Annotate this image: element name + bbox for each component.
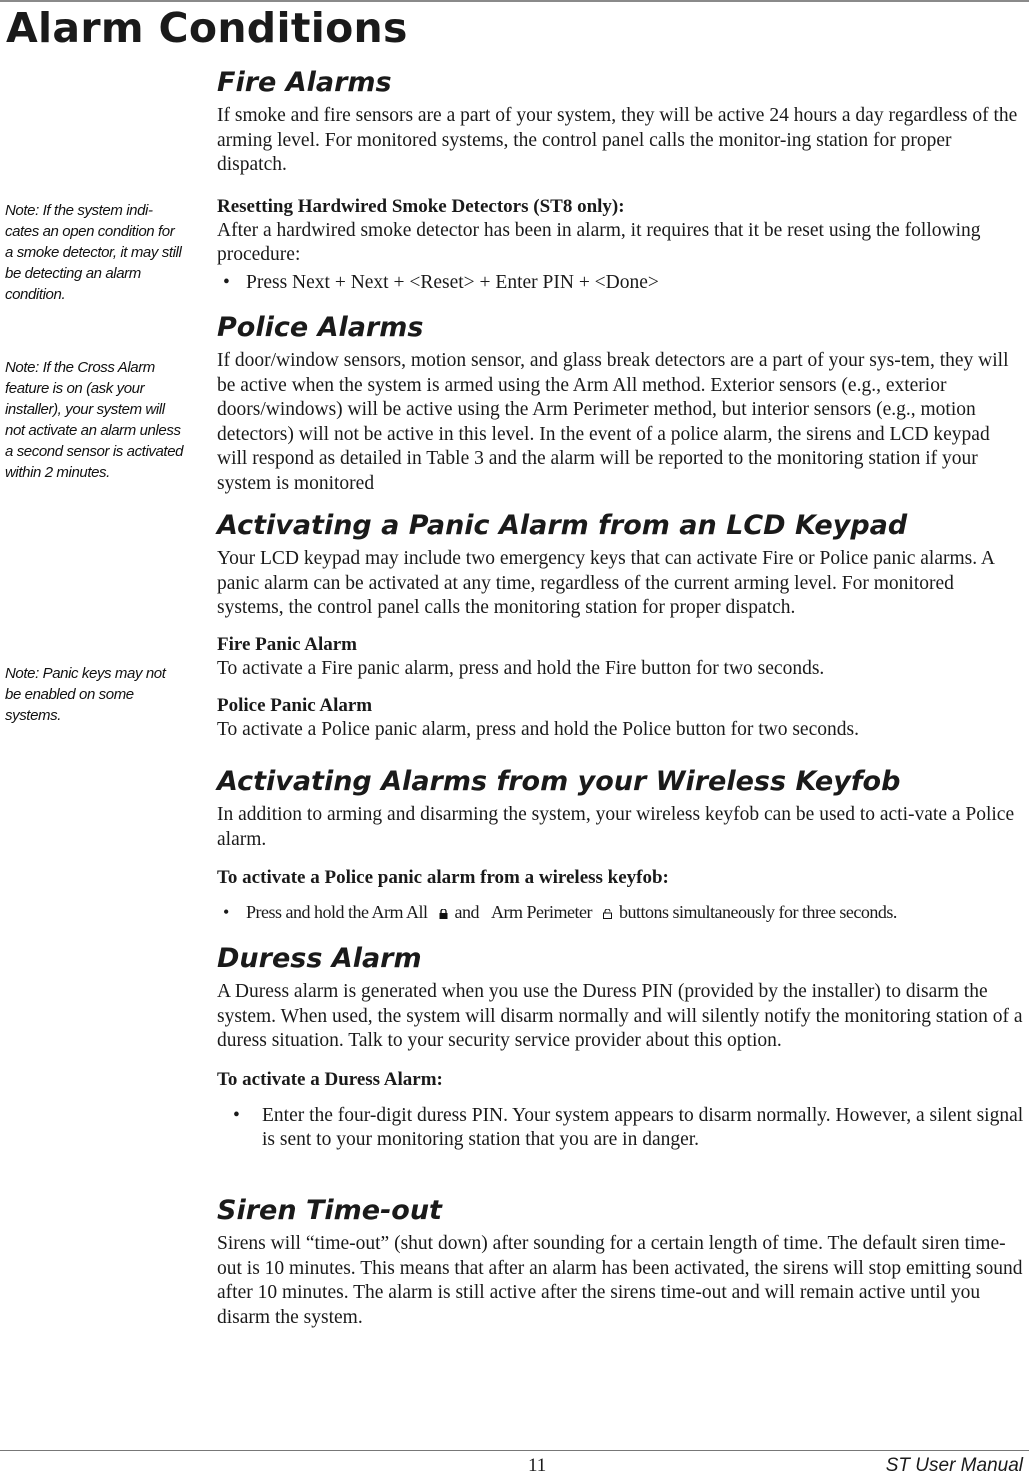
keyfob-step-part1: Press and hold the Arm All bbox=[246, 902, 428, 923]
keyfob-step-part3: buttons simultaneously for three seconds. bbox=[618, 902, 897, 923]
bullet-icon: • bbox=[233, 1104, 240, 1126]
fire-alarms-body: If smoke and fire sensors are a part of your system, they will be active 24 hours a day regardless of the arming level. For monitored systems, the control panel calls the monitor-ing station for proper dispatch. bbox=[217, 105, 1018, 176]
police-alarms-body: If door/window sensors, motion sensor, and glass break detectors are a part of your sys-tem, they will be active when the system is armed using the Arm All method. Exterior sensors (e.g., exterior doors/windows) will be active using the Arm Perimeter method, but interior sensors (e.g., motion detectors) will not be active in this level. In the event of a police alarm, the sirens and LCD keypad will respond as detailed in Table 3 and the alarm will be reported to the monitoring station if your system is monitored bbox=[217, 350, 1009, 494]
section-panic-alarm bbox=[217, 509, 1024, 743]
page-number: 11 bbox=[528, 1455, 547, 1476]
panic-alarm-body: Your LCD keypad may include two emergency keys that can activate Fire or Police panic alarms. A panic alarm can be activated at any time, regardless of the current arming level. For monitored systems, the control panel calls the monitoring station for proper dispatch. bbox=[217, 548, 994, 619]
fire-panic-heading: Fire Panic Alarm bbox=[217, 633, 358, 655]
duress-heading: Duress Alarm bbox=[217, 943, 422, 974]
duress-step bbox=[217, 1104, 1024, 1153]
fire-alarms-heading: Fire Alarms bbox=[217, 67, 392, 98]
panic-alarm-heading: Activating a Panic Alarm from an LCD Keypad bbox=[217, 510, 908, 541]
section-fire-alarms bbox=[217, 66, 1024, 296]
reset-smoke-body: After a hardwired smoke detector has been in alarm, it requires that it be reset using the following procedure: bbox=[217, 219, 981, 266]
lock-closed-icon bbox=[438, 909, 449, 919]
duress-instruction: To activate a Duress Alarm: bbox=[217, 1068, 443, 1090]
keyfob-step-part2: Arm Perimeter bbox=[491, 902, 592, 923]
keyfob-heading: Activating Alarms from your Wireless Keyfob bbox=[217, 766, 901, 797]
section-siren-timeout bbox=[217, 1194, 1024, 1330]
police-alarms-heading: Police Alarms bbox=[217, 312, 424, 343]
page-title: Alarm Conditions bbox=[6, 4, 408, 52]
top-rule bbox=[0, 0, 1029, 2]
siren-timeout-body: Sirens will “time-out” (shut down) after sounding for a certain length of time. The default siren time-out is 10 minutes. This means that after an alarm has been activated, the sirens will stop emitting sound after 10 minutes. The alarm is still active after the sirens time-out and will remain active until you disarm the system. bbox=[217, 1233, 1023, 1328]
note-cross-alarm: Note: If the Cross Alarm feature is on (ask your installer), your system will not activate an alarm unless a second sensor is activated within 2 minutes. bbox=[5, 359, 184, 481]
keyfob-step bbox=[217, 900, 1024, 925]
siren-timeout-heading: Siren Time-out bbox=[217, 1195, 442, 1226]
keyfob-body: In addition to arming and disarming the system, your wireless keyfob can be used to acti-vate a Police alarm. bbox=[217, 804, 1015, 850]
section-keyfob bbox=[217, 765, 1024, 925]
note-smoke-detector: Note: If the system indi-cates an open condition for a smoke detector, it may still be detecting an alarm condition. bbox=[5, 202, 182, 303]
lock-open-icon bbox=[602, 909, 613, 919]
section-duress bbox=[217, 942, 1024, 1153]
section-police-alarms bbox=[217, 311, 1024, 497]
police-panic-heading: Police Panic Alarm bbox=[217, 695, 373, 717]
bullet-icon: • bbox=[223, 271, 230, 293]
bullet-icon: • bbox=[223, 902, 229, 923]
keyfob-instruction: To activate a Police panic alarm from a wireless keyfob: bbox=[217, 867, 669, 889]
footer-manual-title: ST User Manual bbox=[885, 1455, 1023, 1476]
duress-body: A Duress alarm is generated when you use the Duress PIN (provided by the installer) to disarm the system. When used, the system will disarm normally and will silently notify the monitoring station of a duress situation. Talk to your security service provider about this option. bbox=[217, 981, 1023, 1052]
reset-step-text: Press Next + Next + <Reset> + Enter PIN + <Done> bbox=[246, 271, 659, 293]
keyfob-step-and: and bbox=[454, 902, 479, 923]
note-panic-keys: Note: Panic keys may not be enabled on some systems. bbox=[5, 665, 166, 724]
reset-step bbox=[217, 271, 1024, 296]
fire-panic-body: To activate a Fire panic alarm, press and hold the Fire button for two seconds. bbox=[217, 657, 825, 679]
duress-step-text: Enter the four-digit duress PIN. Your system appears to disarm normally. However, a silent signal is sent to your monitoring station that you are in danger. bbox=[262, 1104, 1024, 1151]
footer-rule bbox=[0, 1450, 1029, 1451]
reset-smoke-heading: Resetting Hardwired Smoke Detectors (ST8 only): bbox=[217, 195, 625, 217]
police-panic-body: To activate a Police panic alarm, press and hold the Police button for two seconds. bbox=[217, 719, 859, 741]
